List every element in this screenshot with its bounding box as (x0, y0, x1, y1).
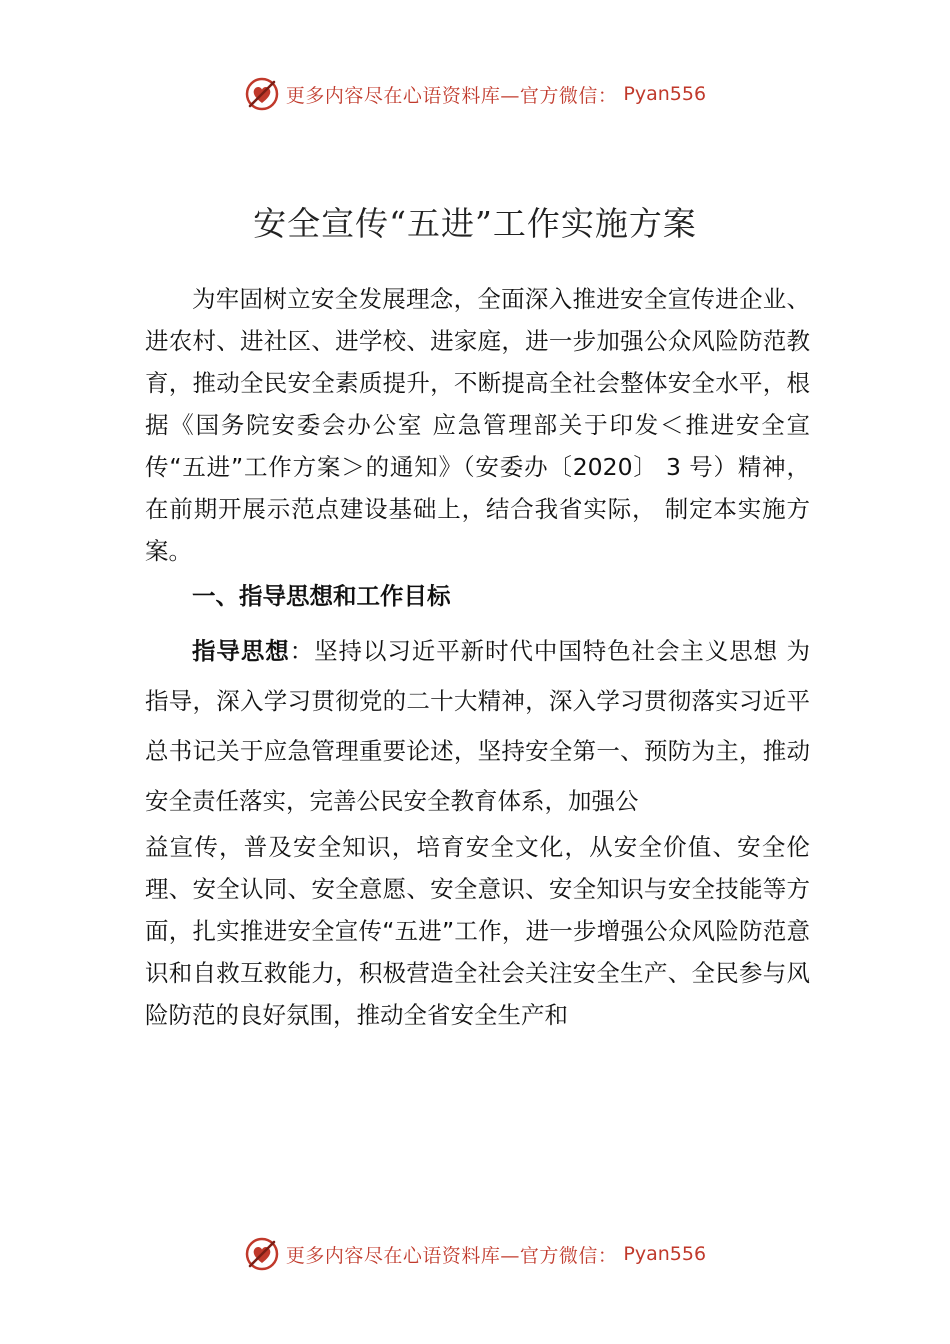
heart-logo-icon (244, 1236, 280, 1272)
footer-banner-text: 更多内容尽在心语资料库—官方微信： (285, 1244, 618, 1267)
intro-paragraph: 为牢固树立安全发展理念，全面深入推进安全宣传进企业、进农村、进社区、进学校、进家庭，进一步加强公众风险防范教育，推动全民安全素质提升，不断提高全社会整体安全水平，根据《国务院安委会办公室 应急管理部关于印发＜推进安全宣传“五进”工作方案＞的通知》（安委办〔2020〕 3 号）精神，在前期开展示范点建设基础上，结合我省实际， 制定本实施方案。 (145, 285, 810, 565)
guiding-section-continued (145, 826, 810, 1036)
header-banner-text: 更多内容尽在心语资料库—官方微信： (285, 84, 618, 107)
guiding-text-part2: 益宣传，普及安全知识，培育安全文化，从安全价值、安全伦理、安全认同、安全意愿、安全意识、安全知识与安全技能等方面，扎实推进安全宣传“五进”工作，进一步增强公众风险防范意识和自救互救能力，积极营造全社会关注安全生产、全民参与风险防范的良好氛围，推动全省安全生产和 (145, 833, 810, 1029)
section-heading: 一、指导思想和工作目标 (192, 582, 451, 610)
heart-logo-icon (244, 76, 280, 112)
intro-section (145, 278, 810, 572)
guiding-label: 指导思想 (192, 637, 290, 665)
guiding-text-part1: ：坚持以习近平新时代中国特色社会主义思想 为指导，深入学习贯彻党的二十大精神，深入学习贯彻落实习近平总书记关于应急管理重要论述，坚持安全第一、预防为主，推动安全责任落实，完善公民安全教育体系，加强公 (145, 637, 810, 815)
guiding-section (145, 626, 810, 826)
document-title: 安全宣传“五进”工作实施方案 (253, 204, 697, 243)
guiding-paragraph (145, 626, 810, 826)
header-watermark-banner (0, 74, 950, 114)
header-wechat-id: Pyan556 (623, 83, 707, 105)
footer-watermark-banner (0, 1234, 950, 1274)
footer-wechat-id: Pyan556 (623, 1243, 707, 1265)
